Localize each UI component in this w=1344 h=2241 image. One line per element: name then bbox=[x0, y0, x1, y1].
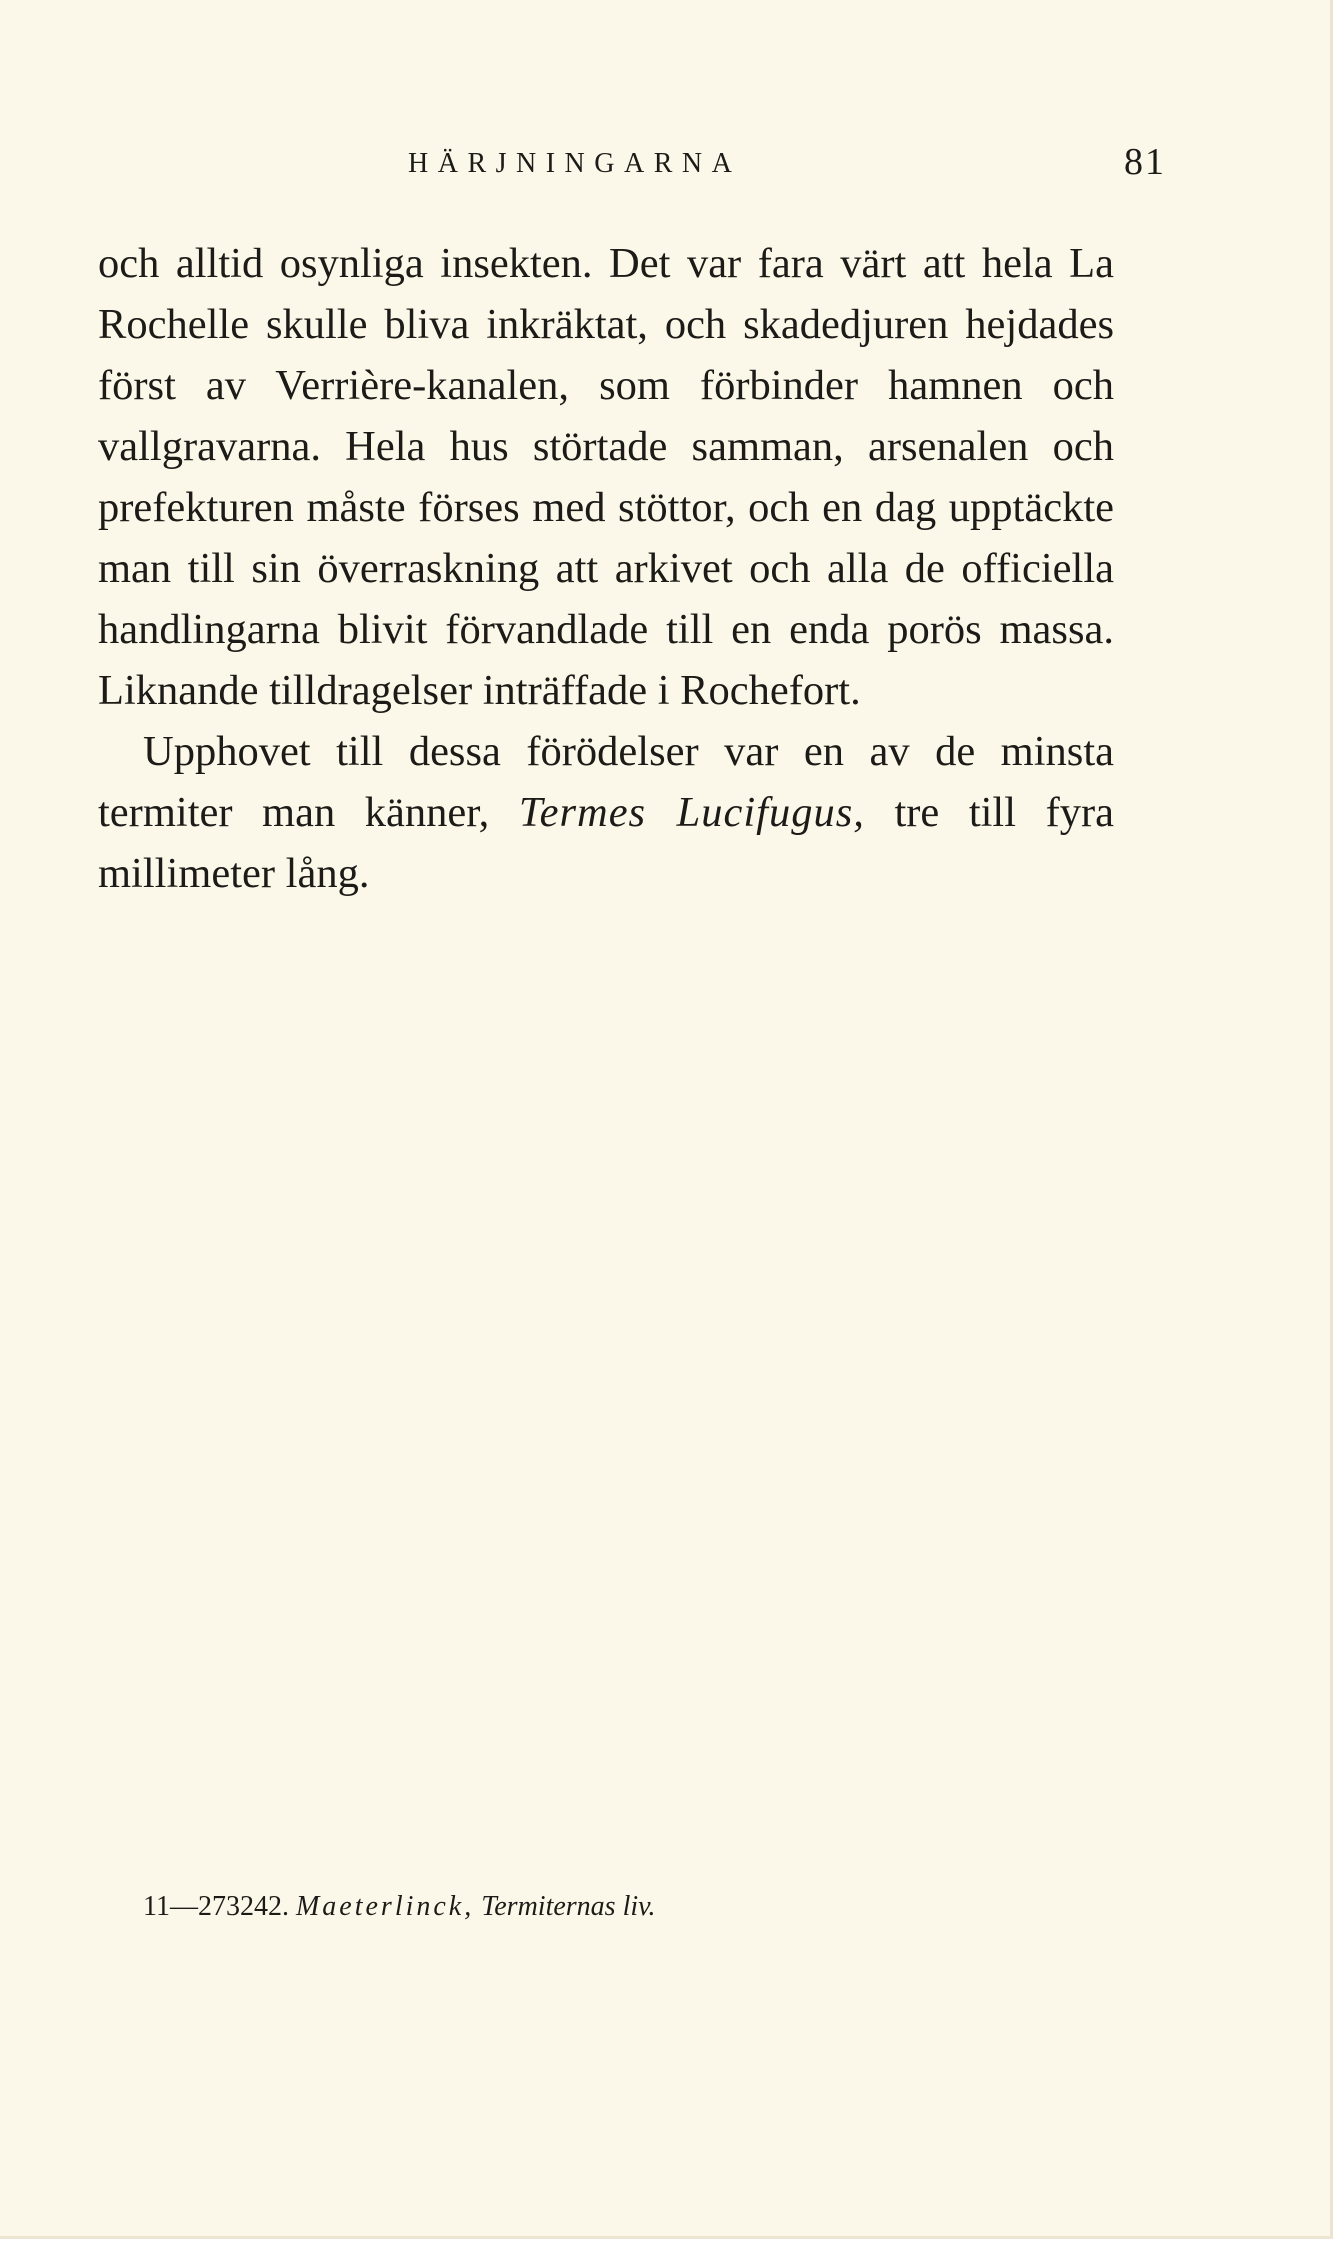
signature-title: Termiternas liv. bbox=[481, 1891, 656, 1922]
signature-code: 11—273242. bbox=[143, 1891, 289, 1922]
species-name: Termes Lucifugus, bbox=[518, 789, 865, 836]
body-text bbox=[98, 233, 1114, 904]
page-number: 81 bbox=[1124, 141, 1166, 183]
signature-author: Maeterlinck, bbox=[295, 1891, 475, 1922]
paragraph-2-text-after: tre till fyra millimeter lång. bbox=[98, 789, 1115, 897]
running-head: HÄRJNINGARNA bbox=[408, 148, 742, 179]
paragraph-2-text-before: Upphovet till dessa förödelser var en av de minsta termiter man känner, bbox=[98, 728, 1114, 836]
paragraph-1: och alltid osynliga insekten. Det var fara värt att hela La Rochelle skulle bliva inkräktat, och skadedjuren hejdades först av Verrière-kanalen, som förbinder hamnen och vallgravarna. Hela hus störtade samman, arsenalen och prefekturen måste förses med stöttor, och en dag upptäckte man till sin överraskning att arkivet och alla de officiella handlingarna blivit förvandlade till en enda porös massa. Liknande tilldragelser inträffade i Rochefort. bbox=[98, 240, 1114, 714]
paragraph-2 bbox=[98, 721, 1114, 904]
printer-signature bbox=[143, 1891, 655, 1923]
